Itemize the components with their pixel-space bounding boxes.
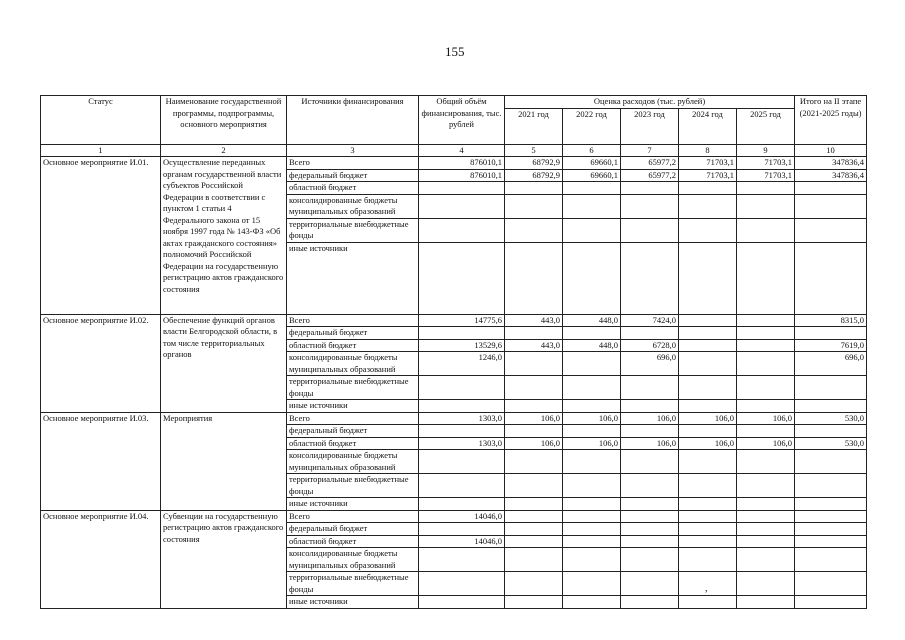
measure-status: Основное мероприятие И.04. [41,510,161,608]
column-number: 7 [621,144,679,157]
year-value-cell [505,218,563,242]
year-value-cell [563,242,621,314]
column-number: 3 [287,144,419,157]
year-value-cell [505,242,563,314]
year-value-cell [737,572,795,596]
total-cell: 14046,0 [419,535,505,548]
year-value-cell [563,498,621,511]
year-value-cell [563,548,621,572]
measure-name: Осуществление переданных органам государственной власти субъектов Российской Федерации в соответствии с пунктом 1 статьи 4 Федерального закона от 15 ноября 1997 года № 143-ФЗ «Об актах гражданского состояния» полномочий Российской Федерации на государственную регистрацию актов гражданского состояния [161,157,287,315]
year-value-cell [621,194,679,218]
table-row [41,510,867,523]
total-cell: 14046,0 [419,510,505,523]
header-year: 2025 год [737,108,795,144]
year-value-cell: 69660,1 [563,169,621,182]
itogo-cell [795,523,867,536]
itogo-cell [795,596,867,609]
year-value-cell [505,596,563,609]
year-value-cell: 6728,0 [621,339,679,352]
itogo-cell: 696,0 [795,352,867,376]
total-cell [419,400,505,413]
year-value-cell: 106,0 [563,437,621,450]
year-value-cell [505,535,563,548]
header-year: 2024 год [679,108,737,144]
year-value-cell [563,327,621,340]
header-status: Статус [41,96,161,145]
year-value-cell [679,596,737,609]
year-value-cell [563,182,621,195]
source-label: иные источники [287,242,419,314]
year-value-cell: 65977,2 [621,169,679,182]
source-label: Всего [287,412,419,425]
year-value-cell [679,327,737,340]
year-value-cell [679,510,737,523]
table-row [41,157,867,170]
year-value-cell [563,218,621,242]
year-value-cell [505,376,563,400]
year-value-cell [621,242,679,314]
source-label: консолидированные бюджеты муниципальных образований [287,194,419,218]
year-value-cell [679,182,737,195]
year-value-cell: 7424,0 [621,314,679,327]
year-value-cell [563,376,621,400]
total-cell [419,376,505,400]
year-value-cell [563,352,621,376]
source-label: областной бюджет [287,535,419,548]
total-cell [419,450,505,474]
itogo-cell [795,242,867,314]
total-cell: 13529,6 [419,339,505,352]
year-value-cell [621,474,679,498]
year-value-cell [505,510,563,523]
itogo-cell [795,425,867,438]
total-cell [419,498,505,511]
year-value-cell [679,339,737,352]
source-label: Всего [287,510,419,523]
year-value-cell: 68792,9 [505,169,563,182]
year-value-cell [621,327,679,340]
year-value-cell [679,498,737,511]
year-value-cell [737,450,795,474]
year-value-cell [563,400,621,413]
year-value-cell: 106,0 [621,412,679,425]
year-value-cell [737,498,795,511]
year-value-cell [563,425,621,438]
year-value-cell: 106,0 [737,412,795,425]
year-value-cell: 448,0 [563,339,621,352]
total-cell [419,327,505,340]
year-value-cell [679,194,737,218]
year-value-cell [679,474,737,498]
year-value-cell [505,572,563,596]
itogo-cell: 530,0 [795,437,867,450]
year-value-cell [679,548,737,572]
measure-status: Основное мероприятие И.01. [41,157,161,315]
total-cell [419,523,505,536]
source-label: федеральный бюджет [287,523,419,536]
year-value-cell: 71703,1 [737,157,795,170]
year-value-cell [563,523,621,536]
year-value-cell [737,352,795,376]
measure-name: Субвенции на государственную регистрацию актов гражданского состояния [161,510,287,608]
total-cell [419,548,505,572]
year-value-cell [679,400,737,413]
year-value-cell [505,194,563,218]
itogo-cell [795,572,867,596]
year-value-cell [621,425,679,438]
itogo-cell [795,450,867,474]
source-label: иные источники [287,596,419,609]
year-value-cell: 71703,1 [679,157,737,170]
year-value-cell [621,596,679,609]
year-value-cell [621,548,679,572]
header-estimate: Оценка расходов (тыс. рублей) [505,96,795,109]
header-sources: Источники финансирования [287,96,419,145]
year-value-cell [505,474,563,498]
source-label: федеральный бюджет [287,327,419,340]
total-cell [419,425,505,438]
year-value-cell [563,510,621,523]
year-value-cell: 68792,9 [505,157,563,170]
year-value-cell [621,510,679,523]
budget-table [40,95,867,609]
year-value-cell [737,339,795,352]
year-value-cell: 443,0 [505,339,563,352]
year-value-cell [737,194,795,218]
stray-mark: , [705,583,708,594]
source-label: федеральный бюджет [287,169,419,182]
year-value-cell [737,400,795,413]
column-number: 5 [505,144,563,157]
year-value-cell [621,498,679,511]
year-value-cell [737,510,795,523]
source-label: областной бюджет [287,182,419,195]
header-year: 2022 год [563,108,621,144]
year-value-cell [679,376,737,400]
year-value-cell [737,474,795,498]
itogo-cell: 7619,0 [795,339,867,352]
column-number: 2 [161,144,287,157]
year-value-cell: 448,0 [563,314,621,327]
itogo-cell [795,327,867,340]
total-cell: 1303,0 [419,412,505,425]
column-number: 9 [737,144,795,157]
year-value-cell [679,314,737,327]
measure-name: Обеспечение функций органов власти Белгородской области, в том числе территориальных органов [161,314,287,412]
year-value-cell: 106,0 [737,437,795,450]
header-total-volume: Общий объём финансирования, тыс. рублей [419,96,505,145]
source-label: областной бюджет [287,339,419,352]
year-value-cell [505,425,563,438]
year-value-cell [505,352,563,376]
page-number: 155 [445,44,465,59]
year-value-cell [563,572,621,596]
itogo-cell [795,376,867,400]
itogo-cell [795,535,867,548]
year-value-cell [505,523,563,536]
year-value-cell: 106,0 [563,412,621,425]
year-value-cell [621,182,679,195]
header-name: Наименование государственной программы, подпрограммы, основного мероприятия [161,96,287,145]
year-value-cell [679,425,737,438]
measure-status: Основное мероприятие И.02. [41,314,161,412]
year-value-cell [737,327,795,340]
year-value-cell: 696,0 [621,352,679,376]
year-value-cell [737,242,795,314]
year-value-cell [737,376,795,400]
year-value-cell [505,498,563,511]
total-cell: 876010,1 [419,157,505,170]
year-value-cell [737,425,795,438]
itogo-cell: 8315,0 [795,314,867,327]
year-value-cell [679,535,737,548]
year-value-cell [505,450,563,474]
year-value-cell: 106,0 [679,437,737,450]
source-label: Всего [287,157,419,170]
year-value-cell: 106,0 [505,437,563,450]
year-value-cell [737,182,795,195]
total-cell [419,572,505,596]
total-cell: 1303,0 [419,437,505,450]
table-row [41,412,867,425]
year-value-cell [737,314,795,327]
itogo-cell [795,474,867,498]
year-value-cell [505,400,563,413]
source-label: консолидированные бюджеты муниципальных образований [287,450,419,474]
year-value-cell [679,242,737,314]
total-cell: 876010,1 [419,169,505,182]
year-value-cell: 443,0 [505,314,563,327]
year-value-cell [563,450,621,474]
itogo-cell [795,510,867,523]
itogo-cell: 530,0 [795,412,867,425]
column-number: 10 [795,144,867,157]
itogo-cell: 347836,4 [795,169,867,182]
year-value-cell [505,182,563,195]
year-value-cell: 71703,1 [679,169,737,182]
total-cell [419,218,505,242]
year-value-cell: 106,0 [505,412,563,425]
itogo-cell [795,498,867,511]
year-value-cell [563,535,621,548]
source-label: иные источники [287,498,419,511]
header-year: 2023 год [621,108,679,144]
year-value-cell [505,548,563,572]
column-number: 8 [679,144,737,157]
year-value-cell [563,596,621,609]
source-label: иные источники [287,400,419,413]
year-value-cell [621,450,679,474]
column-number: 4 [419,144,505,157]
itogo-cell [795,194,867,218]
year-value-cell [621,376,679,400]
source-label: областной бюджет [287,437,419,450]
total-cell: 1246,0 [419,352,505,376]
year-value-cell [679,523,737,536]
source-label: территориальные внебюджетные фонды [287,218,419,242]
year-value-cell [737,535,795,548]
year-value-cell [737,596,795,609]
budget-table-body [41,157,867,609]
year-value-cell: 69660,1 [563,157,621,170]
itogo-cell: 347836,4 [795,157,867,170]
year-value-cell: 106,0 [679,412,737,425]
source-label: консолидированные бюджеты муниципальных образований [287,352,419,376]
itogo-cell [795,182,867,195]
column-number: 6 [563,144,621,157]
measure-name: Мероприятия [161,412,287,510]
total-cell [419,596,505,609]
total-cell: 14775,6 [419,314,505,327]
total-cell [419,474,505,498]
year-value-cell: 106,0 [621,437,679,450]
source-label: Всего [287,314,419,327]
source-label: территориальные внебюджетные фонды [287,474,419,498]
total-cell [419,242,505,314]
year-value-cell: 71703,1 [737,169,795,182]
column-number: 1 [41,144,161,157]
source-label: территориальные внебюджетные фонды [287,376,419,400]
measure-status: Основное мероприятие И.03. [41,412,161,510]
itogo-cell [795,400,867,413]
source-label: федеральный бюджет [287,425,419,438]
year-value-cell [679,218,737,242]
year-value-cell [563,474,621,498]
year-value-cell [737,523,795,536]
year-value-cell [737,548,795,572]
year-value-cell [679,572,737,596]
total-cell [419,194,505,218]
table-row [41,314,867,327]
year-value-cell [621,400,679,413]
total-cell [419,182,505,195]
year-value-cell [621,523,679,536]
header-itogo: Итого на II этапе (2021-2025 годы) [795,96,867,145]
source-label: консолидированные бюджеты муниципальных образований [287,548,419,572]
year-value-cell [679,352,737,376]
year-value-cell [505,327,563,340]
year-value-cell [621,535,679,548]
year-value-cell: 65977,2 [621,157,679,170]
year-value-cell [737,218,795,242]
source-label: территориальные внебюджетные фонды [287,572,419,596]
year-value-cell [621,218,679,242]
year-value-cell [563,194,621,218]
year-value-cell [679,450,737,474]
itogo-cell [795,548,867,572]
itogo-cell [795,218,867,242]
header-year: 2021 год [505,108,563,144]
year-value-cell [621,572,679,596]
